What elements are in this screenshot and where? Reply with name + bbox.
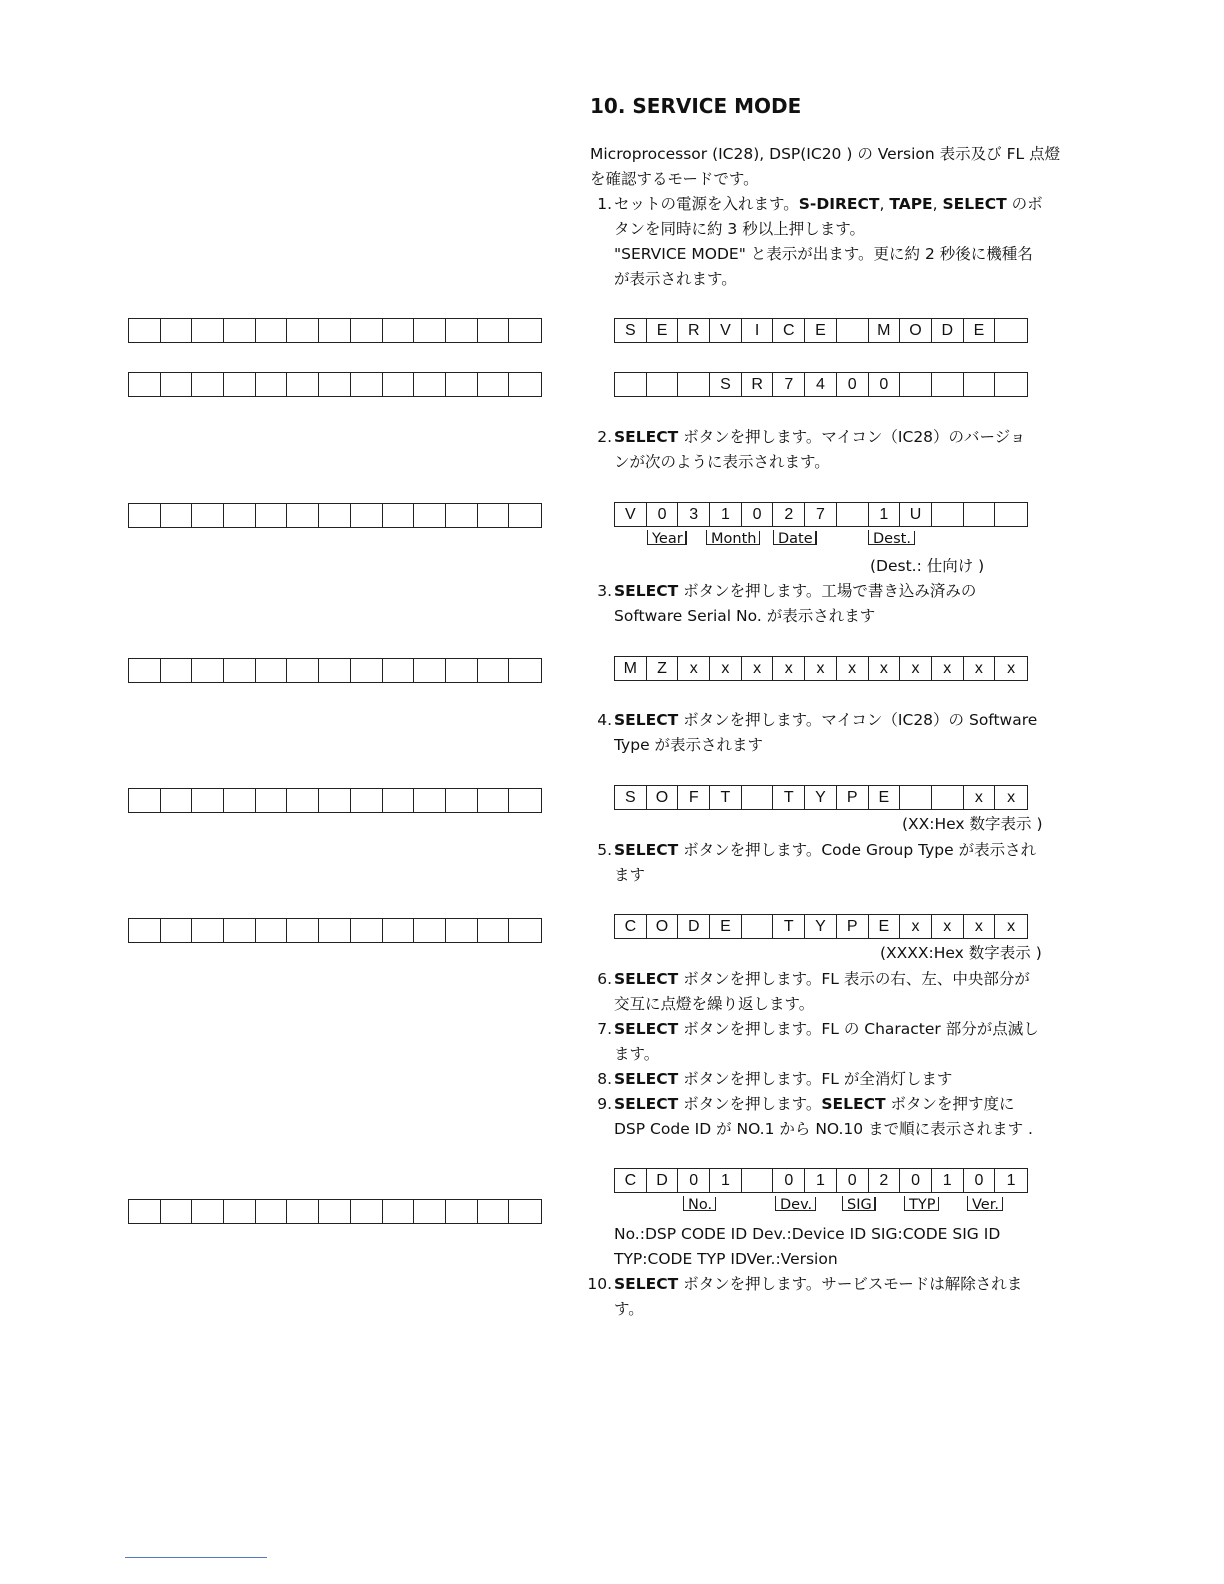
step-3-number: 3. <box>597 582 612 600</box>
display-cell: x <box>773 657 805 680</box>
intro-line-1: Microprocessor (IC28), DSP(IC20 ) の Version 表示及び FL 点燈 <box>590 145 1061 163</box>
display-cell: T <box>710 786 742 809</box>
display-cell <box>837 319 869 342</box>
display-cell <box>383 659 415 682</box>
display-cell: E <box>964 319 996 342</box>
display-cell <box>256 919 288 942</box>
display-cell <box>161 1200 193 1223</box>
label-sig: SIG <box>842 1196 875 1211</box>
display-cell: Z <box>647 657 679 680</box>
display-cell: 0 <box>837 1169 869 1192</box>
display-cell: x <box>1007 659 1016 677</box>
display-cell <box>478 373 510 396</box>
display-cell: O <box>647 786 679 809</box>
display-cell: U <box>900 503 932 526</box>
display-cell <box>414 1200 446 1223</box>
label-no: No. <box>683 1196 715 1211</box>
display-cell: R <box>742 373 774 396</box>
display-cell <box>319 373 351 396</box>
step-6-line-2: 交互に点燈を繰り返します。 <box>614 995 815 1013</box>
step-9-line-2: DSP Code ID が NO.1 から NO.10 まで順に表示されます . <box>614 1120 1033 1138</box>
display-cell: 4 <box>805 373 837 396</box>
step-4-line-2: Type が表示されます <box>614 736 764 754</box>
label-year: Year <box>647 530 686 545</box>
display-cell <box>383 319 415 342</box>
display-cell <box>647 373 679 396</box>
display-cell: 0 <box>837 373 869 396</box>
display-cell <box>900 373 932 396</box>
display-cell: S <box>710 373 742 396</box>
display-cell <box>478 319 510 342</box>
display-cell <box>446 504 478 527</box>
display-cell <box>414 373 446 396</box>
display-cell <box>446 373 478 396</box>
display-cell <box>319 659 351 682</box>
display-cell <box>224 373 256 396</box>
display-cell: x <box>964 786 996 809</box>
display-cell <box>351 659 383 682</box>
display-cell <box>509 919 541 942</box>
section-title: 10. SERVICE MODE <box>590 94 802 118</box>
display-cell <box>446 1200 478 1223</box>
display-cell: D <box>932 319 964 342</box>
display-cell <box>256 504 288 527</box>
display-cell: S <box>615 786 647 809</box>
display-cell <box>287 659 319 682</box>
display-cell <box>129 373 161 396</box>
display-cell <box>478 919 510 942</box>
note-hex-xx: (XX:Hex 数字表示 ) <box>902 815 1043 833</box>
display-cell <box>287 1200 319 1223</box>
display-cell: 2 <box>773 503 805 526</box>
display-cell: 1 <box>869 503 901 526</box>
display-cell <box>414 319 446 342</box>
fl-display-dsp-code <box>614 1168 1028 1193</box>
display-cell <box>192 319 224 342</box>
display-cell: P <box>837 915 869 938</box>
step-2-number: 2. <box>597 428 612 446</box>
step-6-line-1: SELECT ボタンを押します。FL 表示の右、左、中央部分が <box>614 970 1030 988</box>
display-cell: D <box>678 915 710 938</box>
display-cell: x <box>742 657 774 680</box>
display-cell <box>224 789 256 812</box>
intro-line-2: を確認するモードです。 <box>590 170 759 188</box>
step-2-line-2: ンが次のように表示されます。 <box>614 453 830 471</box>
display-cell: 7 <box>805 503 837 526</box>
blank-display-grid <box>128 372 542 397</box>
label-date: Date <box>773 530 816 545</box>
legend-line-1: No.:DSP CODE ID Dev.:Device ID SIG:CODE SIG ID <box>614 1225 1001 1243</box>
display-cell <box>224 1200 256 1223</box>
label-typ: TYP <box>904 1196 938 1211</box>
fl-display-service-mode <box>614 318 1028 343</box>
step-7-line-2: ます。 <box>614 1045 660 1063</box>
display-cell <box>509 319 541 342</box>
display-cell <box>995 503 1027 526</box>
display-cell <box>995 319 1027 342</box>
display-cell: O <box>647 915 679 938</box>
display-cell <box>256 373 288 396</box>
step-5-line-1: SELECT ボタンを押します。Code Group Type が表示され <box>614 841 1037 859</box>
display-cell: C <box>615 915 647 938</box>
display-cell: F <box>678 786 710 809</box>
display-cell: x <box>1007 788 1016 806</box>
step-1-line-2: タンを同時に約 3 秒以上押します。 <box>614 220 865 238</box>
display-cell: R <box>678 319 710 342</box>
display-cell <box>161 659 193 682</box>
display-cell: x <box>678 657 710 680</box>
label-ver: Ver. <box>967 1196 1002 1211</box>
display-cell: 0 <box>964 1169 996 1192</box>
display-cell <box>287 789 319 812</box>
step-1-line-3: "SERVICE MODE" と表示が出ます。更に約 2 秒後に機種名 <box>614 245 1033 263</box>
display-cell: M <box>615 657 647 680</box>
step-6-number: 6. <box>597 970 612 988</box>
blank-display-grid <box>128 918 542 943</box>
display-cell: x <box>964 915 996 938</box>
display-cell <box>319 789 351 812</box>
step-7-number: 7. <box>597 1020 612 1038</box>
step-5-number: 5. <box>597 841 612 859</box>
display-cell <box>129 659 161 682</box>
display-cell: x <box>1007 917 1016 935</box>
display-cell <box>192 659 224 682</box>
step-1-line-1: セットの電源を入れます。S-DIRECT, TAPE, SELECT のボ <box>614 195 1043 213</box>
display-cell <box>351 319 383 342</box>
display-cell <box>742 1169 774 1192</box>
display-cell <box>383 1200 415 1223</box>
display-cell: 3 <box>678 503 710 526</box>
display-cell <box>351 1200 383 1223</box>
display-cell: T <box>773 915 805 938</box>
step-1-number: 1. <box>597 195 612 213</box>
display-cell: x <box>932 915 964 938</box>
display-cell: 0 <box>647 503 679 526</box>
display-cell <box>742 786 774 809</box>
display-cell <box>446 919 478 942</box>
display-cell: C <box>773 319 805 342</box>
display-cell <box>319 919 351 942</box>
display-cell <box>192 789 224 812</box>
display-cell <box>351 789 383 812</box>
dest-note: (Dest.: 仕向け ) <box>870 557 985 575</box>
display-cell <box>414 504 446 527</box>
step-10-line-2: す。 <box>614 1300 644 1318</box>
legend-line-2: TYP:CODE TYP IDVer.:Version <box>614 1250 838 1268</box>
display-cell <box>509 659 541 682</box>
display-cell <box>129 789 161 812</box>
display-cell <box>932 373 964 396</box>
display-cell: 1 <box>710 503 742 526</box>
display-cell <box>383 504 415 527</box>
fl-display-soft-type <box>614 785 1028 810</box>
display-cell: C <box>615 1169 647 1192</box>
display-cell <box>509 1200 541 1223</box>
display-cell <box>161 373 193 396</box>
step-3-line-2: Software Serial No. が表示されます <box>614 607 876 625</box>
display-cell: T <box>773 786 805 809</box>
display-cell: 0 <box>900 1169 932 1192</box>
display-cell <box>224 919 256 942</box>
display-cell <box>129 319 161 342</box>
display-cell: x <box>837 657 869 680</box>
display-cell <box>837 503 869 526</box>
display-cell: x <box>900 657 932 680</box>
display-cell <box>509 789 541 812</box>
display-cell: 1 <box>805 1169 837 1192</box>
display-cell <box>900 786 932 809</box>
display-cell <box>478 789 510 812</box>
fl-display-model-name <box>614 372 1028 397</box>
display-cell <box>383 789 415 812</box>
display-cell <box>383 373 415 396</box>
display-cell <box>319 319 351 342</box>
step-9-line-1: SELECT ボタンを押します。SELECT ボタンを押す度に <box>614 1095 1015 1113</box>
display-cell: 1 <box>932 1169 964 1192</box>
display-cell: E <box>805 319 837 342</box>
display-cell <box>161 504 193 527</box>
display-cell <box>161 319 193 342</box>
display-cell <box>192 373 224 396</box>
display-cell <box>256 1200 288 1223</box>
display-cell <box>351 373 383 396</box>
display-cell <box>161 789 193 812</box>
display-cell <box>414 919 446 942</box>
display-cell: E <box>710 915 742 938</box>
display-cell <box>319 504 351 527</box>
display-cell: x <box>710 657 742 680</box>
display-cell: 1 <box>1006 1171 1016 1189</box>
footnote-rule <box>125 1557 267 1558</box>
display-cell <box>446 659 478 682</box>
display-cell: D <box>647 1169 679 1192</box>
display-cell <box>129 1200 161 1223</box>
display-cell: O <box>900 319 932 342</box>
fl-display-version <box>614 502 1028 527</box>
display-cell <box>129 504 161 527</box>
fl-display-code-type <box>614 914 1028 939</box>
display-cell <box>964 373 996 396</box>
display-cell <box>383 919 415 942</box>
blank-display-grid <box>128 658 542 683</box>
display-cell <box>129 919 161 942</box>
display-cell: 0 <box>773 1169 805 1192</box>
display-cell: P <box>837 786 869 809</box>
display-cell <box>678 373 710 396</box>
display-cell: x <box>900 915 932 938</box>
blank-display-grid <box>128 318 542 343</box>
display-cell: M <box>869 319 901 342</box>
display-cell: I <box>742 319 774 342</box>
display-cell <box>287 919 319 942</box>
display-cell <box>478 1200 510 1223</box>
note-hex-xxxx: (XXXX:Hex 数字表示 ) <box>880 944 1042 962</box>
label-dev: Dev. <box>775 1196 815 1211</box>
blank-display-grid <box>128 503 542 528</box>
display-cell: 2 <box>869 1169 901 1192</box>
display-cell <box>509 373 541 396</box>
display-cell <box>256 319 288 342</box>
display-cell <box>932 503 964 526</box>
display-cell <box>192 504 224 527</box>
step-4-line-1: SELECT ボタンを押します。マイコン（IC28）の Software <box>614 711 1038 729</box>
blank-display-grid <box>128 1199 542 1224</box>
display-cell: 0 <box>742 503 774 526</box>
display-cell <box>351 919 383 942</box>
display-cell: 0 <box>869 373 901 396</box>
step-9-number: 9. <box>597 1095 612 1113</box>
display-cell <box>964 503 996 526</box>
display-cell <box>161 919 193 942</box>
display-cell: Y <box>805 915 837 938</box>
display-cell: 0 <box>678 1169 710 1192</box>
step-4-number: 4. <box>597 711 612 729</box>
display-cell <box>224 319 256 342</box>
step-8-number: 8. <box>597 1070 612 1088</box>
step-1-line-4: が表示されます。 <box>614 270 737 288</box>
display-cell <box>287 504 319 527</box>
display-cell: E <box>869 786 901 809</box>
display-cell: x <box>964 657 996 680</box>
display-cell <box>995 373 1027 396</box>
step-3-line-1: SELECT ボタンを押します。工場で書き込み済みの <box>614 582 977 600</box>
display-cell <box>414 659 446 682</box>
display-cell <box>192 919 224 942</box>
display-cell <box>932 786 964 809</box>
display-cell <box>192 1200 224 1223</box>
display-cell: 1 <box>710 1169 742 1192</box>
step-10-line-1: SELECT ボタンを押します。サービスモードは解除されま <box>614 1275 1023 1293</box>
step-10-number: 10. <box>587 1275 612 1293</box>
display-cell <box>446 319 478 342</box>
display-cell <box>287 319 319 342</box>
step-8-line-1: SELECT ボタンを押します。FL が全消灯します <box>614 1070 953 1088</box>
display-cell: x <box>932 657 964 680</box>
display-cell <box>224 659 256 682</box>
display-cell <box>256 789 288 812</box>
blank-display-grid <box>128 788 542 813</box>
step-5-line-2: ます <box>614 866 646 884</box>
display-cell <box>414 789 446 812</box>
display-cell: Y <box>805 786 837 809</box>
display-cell: V <box>615 503 647 526</box>
display-cell <box>478 504 510 527</box>
display-cell <box>256 659 288 682</box>
display-cell <box>287 373 319 396</box>
display-cell <box>319 1200 351 1223</box>
display-cell: E <box>647 319 679 342</box>
display-cell: 7 <box>773 373 805 396</box>
fl-display-serial <box>614 656 1028 681</box>
display-cell: V <box>710 319 742 342</box>
label-dest: Dest. <box>868 530 914 545</box>
display-cell <box>478 659 510 682</box>
display-cell <box>351 504 383 527</box>
display-cell <box>509 504 541 527</box>
display-cell <box>742 915 774 938</box>
display-cell <box>615 373 647 396</box>
step-2-line-1: SELECT ボタンを押します。マイコン（IC28）のバージョ <box>614 428 1026 446</box>
display-cell: S <box>615 319 647 342</box>
label-month: Month <box>706 530 759 545</box>
display-cell: E <box>869 915 901 938</box>
step-7-line-1: SELECT ボタンを押します。FL の Character 部分が点滅し <box>614 1020 1039 1038</box>
display-cell: x <box>869 657 901 680</box>
display-cell <box>224 504 256 527</box>
display-cell <box>446 789 478 812</box>
display-cell: x <box>805 657 837 680</box>
